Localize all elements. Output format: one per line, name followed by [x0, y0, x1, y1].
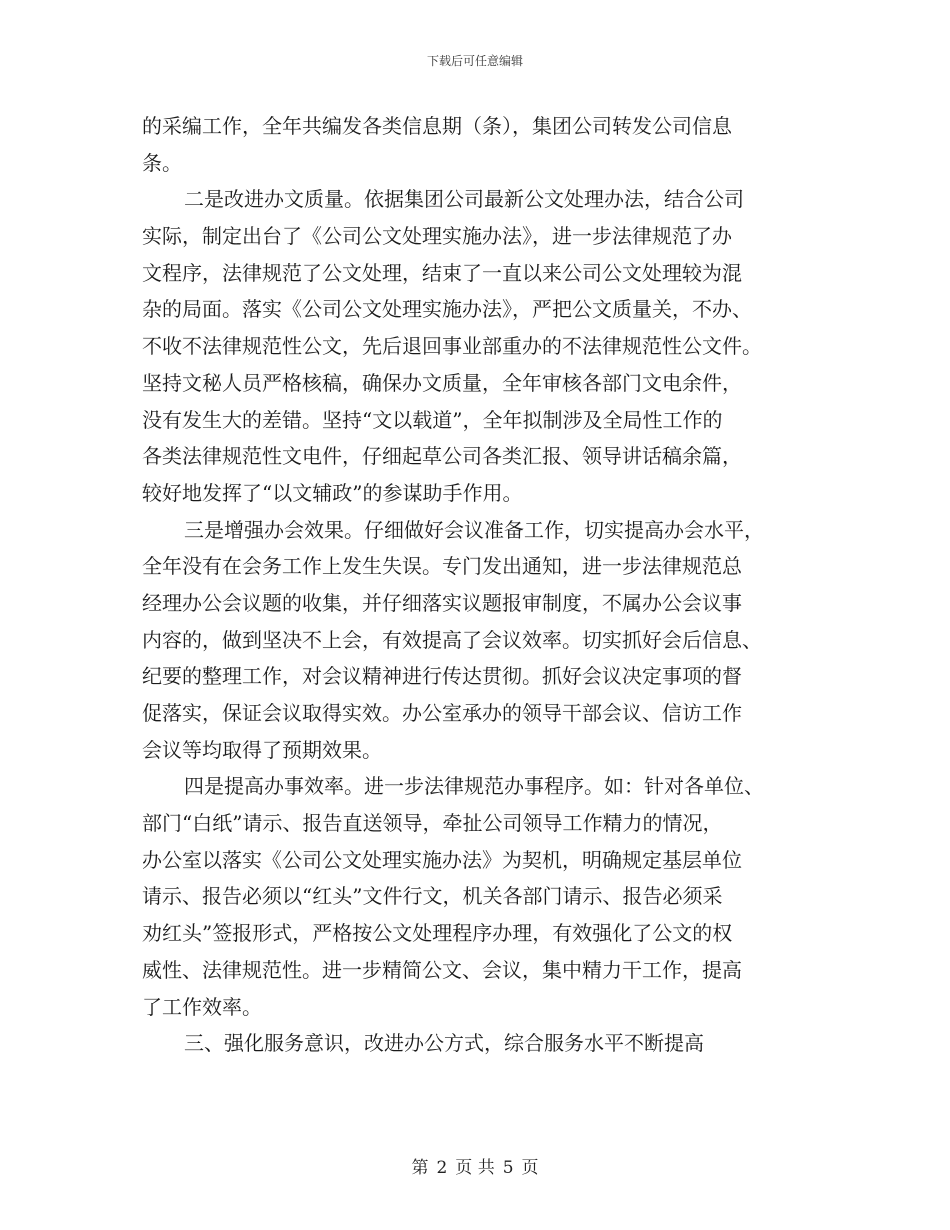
text-line: 较好地发挥了“以文辅政”的参谋助手作用。 — [142, 480, 523, 505]
text-line: 纪要的整理工作，对会议精神进行传达贯彻。抓好会议决定事项的督 — [142, 664, 742, 689]
text-line: 威性、法律规范性。进一步精简公文、会议，集中精力干工作，提高 — [142, 957, 742, 982]
text-line: 二是改进办文质量。依据集团公司最新公文处理办法，结合公司 — [184, 187, 744, 212]
text-line: 实际，制定出台了《公司公文处理实施办法》，进一步法律规范了办 — [142, 224, 732, 249]
text-line: 各类法律规范性文电件，仔细起草公司各类汇报、领导讲话稿余篇， — [142, 444, 742, 469]
text-line: 促落实，保证会议取得实效。办公室承办的领导干部会议、信访工作 — [142, 701, 742, 725]
footer-prefix: 第 — [411, 1158, 429, 1178]
text-line: 的采编工作，全年共编发各类信息期（条），集团公司转发公司信息 — [142, 114, 732, 138]
text-line: 经理办公会议题的收集，并仔细落实议题报审制度，不属办公会议事 — [142, 590, 742, 615]
page-header: 下载后可任意编辑 — [426, 54, 523, 68]
text-line: 杂的局面。落实《公司公文处理实施办法》，严把公文质量关，不办、 — [142, 297, 752, 322]
text-line: 全年没有在会务工作上发生失误。专门发出通知，进一步法律规范总 — [142, 554, 742, 579]
text-line: 三是增强办会效果。仔细做好会议准备工作，切实提高办会水平， — [184, 517, 764, 542]
text-line: 了工作效率。 — [142, 994, 262, 1019]
footer-page-number: 2 — [436, 1158, 448, 1178]
page-footer — [0, 1153, 950, 1178]
footer-suffix: 页 — [521, 1158, 539, 1178]
text-line: 劝红头”签报形式，严格按公文处理程序办理，有效强化了公文的权 — [142, 921, 733, 946]
text-line: 四是提高办事效率。进一步法律规范办事程序。如：针对各单位、 — [184, 774, 764, 799]
text-line: 内容的，做到坚决不上会，有效提高了会议效率。切实抓好会后信息、 — [142, 627, 762, 652]
text-line: 三、强化服务意识，改进办公方式，综合服务水平不断提高 — [184, 1031, 704, 1056]
document-body — [142, 108, 808, 1062]
text-line: 条。 — [142, 150, 182, 175]
text-line: 坚持文秘人员严格核稿，确保办文质量，全年审核各部门文电余件， — [142, 370, 742, 395]
text-line: 没有发生大的差错。坚持“文以载道”，全年拟制涉及全局性工作的 — [142, 407, 723, 432]
footer-middle: 页 共 — [455, 1158, 495, 1178]
text-line: 文程序，法律规范了公文处理，结束了一直以来公司公文处理较为混 — [142, 260, 742, 285]
text-line: 请示、报告必须以“红头”文件行文，机关各部门请示、报告必须采 — [142, 884, 723, 909]
text-line: 会议等均取得了预期效果。 — [142, 737, 382, 762]
text-line: 不收不法律规范性公文，先后退回事业部重办的不法律规范性公文件。 — [142, 334, 762, 359]
footer-total-pages: 5 — [502, 1158, 514, 1178]
text-line: 部门“白纸”请示、报告直送领导，牵扯公司领导工作精力的情况， — [142, 811, 723, 836]
text-line: 办公室以落实《公司公文处理实施办法》为契机，明确规定基层单位 — [142, 847, 742, 872]
